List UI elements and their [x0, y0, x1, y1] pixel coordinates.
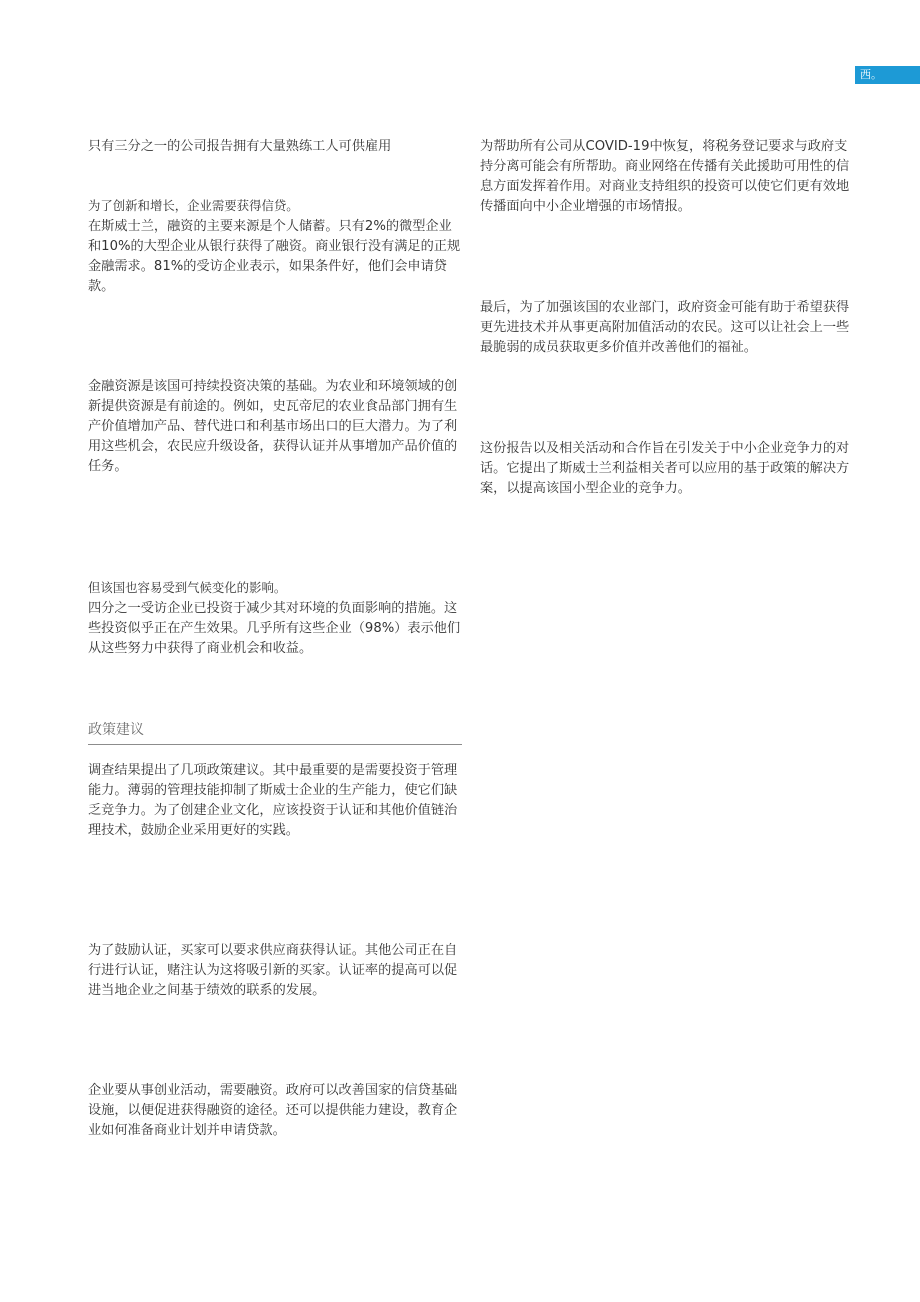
report-paragraph: 这份报告以及相关活动和合作旨在引发关于中小企业竞争力的对话。它提出了斯威士兰利益相关者可以应用的基于政策的解决方案，以提高该国小型企业的竞争力。	[480, 441, 850, 496]
page-marker-tab: 西。	[855, 66, 920, 84]
climate-paragraph: 四分之一受访企业已投资于减少其对环境的负面影响的措施。这些投资似乎正在产生效果。几乎所有这些企业（98%）表示他们从这些努力中获得了商业机会和收益。	[88, 601, 461, 656]
agriculture-paragraph: 最后，为了加强该国的农业部门，政府资金可能有助于希望获得更先进技术并从事更高附加值活动的农民。这可以让社会上一些最脆弱的成员获取更多价值并改善他们的福祉。	[480, 300, 850, 355]
skills-heading: 只有三分之一的公司报告拥有大量熟练工人可供雇用	[88, 139, 392, 154]
finance-paragraph: 金融资源是该国可持续投资决策的基础。为农业和环境领域的创新提供资源是有前途的。例如，史瓦帝尼的农业食品部门拥有生产价值增加产品、替代进口和利基市场出口的巨大潜力。为了利用这些机会，农民应升级设备，获得认证并从事增加产品价值的任务。	[88, 379, 458, 474]
covid-paragraph: 为帮助所有公司从COVID-19中恢复，将税务登记要求与政府支持分离可能会有所帮助。商业网络在传播有关此援助可用性的信息方面发挥着作用。对商业支持组织的投资可以使它们更有效地传播面向中小企业增强的市场情报。	[480, 139, 850, 214]
policy-paragraph-certification: 为了鼓励认证，买家可以要求供应商获得认证。其他公司正在自行进行认证，赌注认为这将吸引新的买家。认证率的提高可以促进当地企业之间基于绩效的联系的发展。	[88, 943, 458, 998]
policy-paragraph-management: 调查结果提出了几项政策建议。其中最重要的是需要投资于管理能力。薄弱的管理技能抑制了斯威士企业的生产能力，使它们缺乏竞争力。为了创建企业文化，应该投资于认证和其他价值链治理技术，鼓励企业采用更好的实践。	[88, 763, 458, 838]
credit-paragraph: 在斯威士兰，融资的主要来源是个人储蓄。只有2%的微型企业和10%的大型企业从银行获得了融资。商业银行没有满足的正规金融需求。81%的受访企业表示，如果条件好，他们会申请贷款。	[88, 219, 461, 294]
policy-paragraph-finance: 企业要从事创业活动，需要融资。政府可以改善国家的信贷基础设施，以便促进获得融资的途径。还可以提供能力建设，教育企业如何准备商业计划并申请贷款。	[88, 1083, 458, 1138]
policy-section-title: 政策建议	[88, 719, 462, 745]
credit-heading: 为了创新和增长，企业需要获得信贷。	[88, 198, 299, 213]
climate-heading: 但该国也容易受到气候变化的影响。	[88, 580, 287, 595]
